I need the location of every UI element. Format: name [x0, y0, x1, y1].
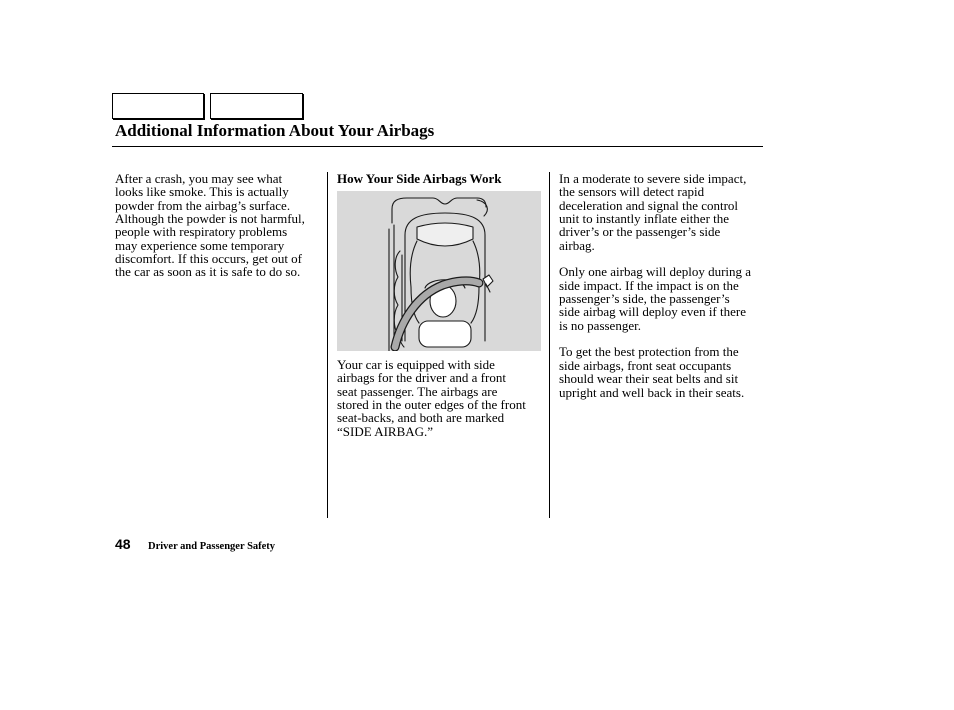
- page-number: 48: [115, 536, 131, 552]
- paragraph: [559, 265, 763, 332]
- page-title: Additional Information About Your Airbags: [115, 121, 435, 140]
- section-heading: How Your Side Airbags Work: [337, 171, 502, 186]
- text-line: driver’s or the passenger’s side: [559, 224, 721, 240]
- paragraph: [337, 358, 543, 438]
- text-line: may experience some temporary: [115, 237, 285, 253]
- text-line: should wear their seat belts and sit: [559, 371, 739, 387]
- paragraph: [115, 172, 321, 279]
- text-line: airbag.: [559, 237, 595, 253]
- text-line: seat-backs, and both are marked: [337, 410, 505, 426]
- text-line: upright and well back in their seats.: [559, 384, 745, 400]
- left-column: [115, 172, 321, 292]
- text-line: stored in the outer edges of the front: [337, 397, 526, 413]
- nav-tab-box-2[interactable]: [210, 93, 303, 119]
- text-line: seat passenger. The airbags are: [337, 383, 498, 399]
- text-line: “SIDE AIRBAG.”: [337, 423, 434, 439]
- text-line: side airbag will deploy even if there: [559, 304, 746, 320]
- right-column: [559, 172, 763, 412]
- nav-tab-box-1[interactable]: [112, 93, 204, 119]
- text-line: airbags for the driver and a front: [337, 370, 506, 386]
- text-line: people with respiratory problems: [115, 224, 288, 240]
- middle-column-body: [337, 358, 543, 451]
- column-divider: [327, 172, 328, 518]
- text-line: To get the best protection from the: [559, 344, 739, 360]
- side-airbag-drawing: [337, 191, 541, 351]
- text-line: the sensors will detect rapid: [559, 184, 705, 200]
- text-line: Your car is equipped with side: [337, 357, 495, 372]
- paragraph: [559, 172, 763, 252]
- text-line: is no passenger.: [559, 317, 641, 333]
- text-line: passenger’s side, the passenger’s: [559, 291, 730, 307]
- text-line: side airbags, front seat occupants: [559, 357, 732, 373]
- text-line: side impact. If the impact is on the: [559, 277, 739, 293]
- text-line: looks like smoke. This is actually: [115, 184, 289, 200]
- column-divider: [549, 172, 550, 518]
- paragraph: [559, 345, 763, 398]
- text-line: Although the powder is not harmful,: [115, 211, 305, 227]
- text-line: discomfort. If this occurs, get out of: [115, 251, 303, 267]
- title-rule: [112, 146, 763, 147]
- text-line: After a crash, you may see what: [115, 171, 283, 186]
- side-airbag-illustration: [337, 191, 541, 351]
- text-line: unit to instantly inflate either the: [559, 211, 730, 227]
- text-line: the car as soon as it is safe to do so.: [115, 264, 301, 280]
- seat-cushion: [419, 321, 471, 347]
- footer-section-name: Driver and Passenger Safety: [148, 541, 276, 552]
- text-line: Only one airbag will deploy during a: [559, 264, 752, 280]
- text-line: In a moderate to severe side impact,: [559, 171, 747, 186]
- text-line: deceleration and signal the control: [559, 197, 739, 213]
- headrest: [417, 223, 473, 246]
- text-line: powder from the airbag’s surface.: [115, 197, 291, 213]
